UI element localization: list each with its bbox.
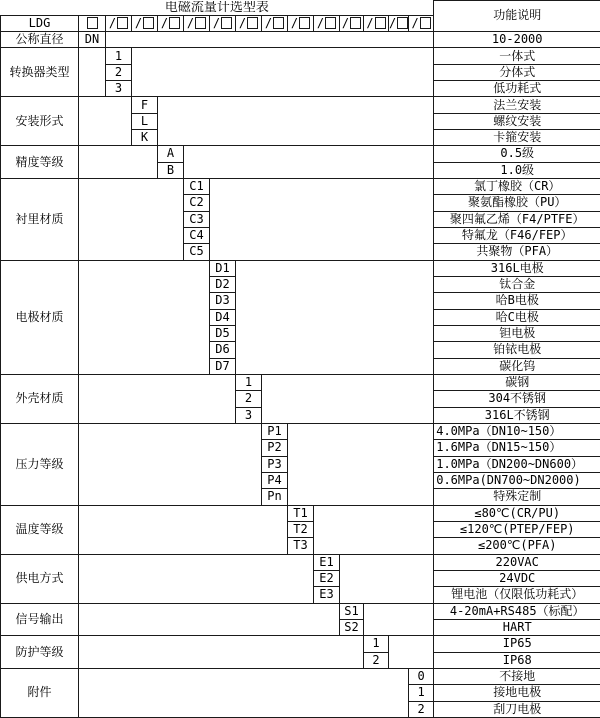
function-value: 碳化钨 xyxy=(434,358,600,374)
code-cell: D7 xyxy=(210,358,236,374)
code-cell: 2 xyxy=(236,391,262,407)
group-label: 安装形式 xyxy=(1,97,79,146)
group-label: 供电方式 xyxy=(1,554,79,603)
spacer-cell xyxy=(79,146,158,179)
code-cell: P1 xyxy=(262,424,288,440)
spacer-cell xyxy=(79,424,262,506)
model-code-slot: / xyxy=(288,15,314,31)
spacer-cell xyxy=(314,505,434,554)
spacer-cell xyxy=(79,97,132,146)
function-value: 316L电极 xyxy=(434,260,600,276)
function-value: ≤120℃(PTEP/FEP) xyxy=(434,521,600,537)
code-cell: D2 xyxy=(210,277,236,293)
code-cell: 3 xyxy=(106,81,132,97)
code-cell: S1 xyxy=(340,603,364,619)
function-value: 不接地 xyxy=(434,668,600,684)
code-cell: D3 xyxy=(210,293,236,309)
code-cell: B xyxy=(158,162,184,178)
code-cell: K xyxy=(132,130,158,146)
function-value: IP68 xyxy=(434,652,600,668)
code-cell: 0 xyxy=(409,668,434,684)
group-label: 温度等级 xyxy=(1,505,79,554)
model-code-slot: / xyxy=(262,15,288,31)
function-value: 聚氨酯橡胶（PU） xyxy=(434,195,600,211)
code-cell: 2 xyxy=(106,64,132,80)
function-value: 氯丁橡胶（CR） xyxy=(434,179,600,195)
model-code-slot: / xyxy=(314,15,340,31)
spacer-cell xyxy=(158,97,434,146)
checkbox-icon xyxy=(247,17,258,29)
function-column-header: 功能说明 xyxy=(434,1,600,32)
function-value: IP65 xyxy=(434,636,600,652)
model-code-slot: / xyxy=(132,15,158,31)
spacer-cell xyxy=(79,48,106,97)
spacer-cell xyxy=(210,179,434,261)
spacer-cell xyxy=(106,32,434,48)
model-code-slot: / xyxy=(340,15,364,31)
model-code-slot: / xyxy=(236,15,262,31)
group-label: 衬里材质 xyxy=(1,179,79,261)
code-cell: S2 xyxy=(340,619,364,635)
group-label-diameter: 公称直径 xyxy=(1,32,79,48)
function-value: 碳钢 xyxy=(434,375,600,391)
brand-cell: LDG xyxy=(1,15,79,31)
spacer-cell xyxy=(79,668,409,717)
code-cell: E3 xyxy=(314,587,340,603)
code-cell: D1 xyxy=(210,260,236,276)
spacer-cell xyxy=(340,554,434,603)
spacer-cell xyxy=(79,603,340,636)
group-label: 压力等级 xyxy=(1,424,79,506)
function-value: 哈B电极 xyxy=(434,293,600,309)
function-value: 24VDC xyxy=(434,570,600,586)
function-value: 4.0MPa（DN10~150） xyxy=(434,424,600,440)
code-cell: P3 xyxy=(262,456,288,472)
checkbox-icon xyxy=(169,17,180,29)
checkbox-icon xyxy=(117,17,128,29)
code-cell: C5 xyxy=(184,244,210,260)
function-value: 共聚物（PFA） xyxy=(434,244,600,260)
code-cell: A xyxy=(158,146,184,162)
function-value: 锂电池（仅限低功耗式） xyxy=(434,587,600,603)
function-value: 法兰安装 xyxy=(434,97,600,113)
function-value: 1.0MPa（DN200~DN600） xyxy=(434,456,600,472)
group-label: 信号输出 xyxy=(1,603,79,636)
model-code-slot: / xyxy=(106,15,132,31)
checkbox-icon xyxy=(299,17,310,29)
spacer-cell xyxy=(79,636,364,669)
checkbox-icon xyxy=(195,17,206,29)
function-value: 10-2000 xyxy=(434,32,600,48)
function-value: 316L不锈钢 xyxy=(434,407,600,423)
spacer-cell xyxy=(262,375,434,424)
function-value: 1.6MPa（DN15~150） xyxy=(434,440,600,456)
code-cell: E2 xyxy=(314,570,340,586)
code-cell: C3 xyxy=(184,211,210,227)
code-cell: 2 xyxy=(409,701,434,717)
code-cell: E1 xyxy=(314,554,340,570)
model-code-slot: / xyxy=(364,15,389,31)
code-cell: D4 xyxy=(210,309,236,325)
code-cell: 1 xyxy=(409,685,434,701)
checkbox-icon xyxy=(350,17,361,29)
code-cell: 1 xyxy=(364,636,389,652)
checkbox-icon xyxy=(143,17,154,29)
function-value: HART xyxy=(434,619,600,635)
function-value: 1.0级 xyxy=(434,162,600,178)
table-title: 电磁流量计选型表 xyxy=(164,0,269,15)
code-cell: 3 xyxy=(236,407,262,423)
function-value: 分体式 xyxy=(434,64,600,80)
function-value: 304不锈钢 xyxy=(434,391,600,407)
code-cell: P4 xyxy=(262,472,288,488)
checkbox-icon xyxy=(420,17,431,29)
model-code-slot xyxy=(79,15,106,31)
model-code-slot: / xyxy=(389,15,409,31)
spacer-cell xyxy=(364,603,434,636)
checkbox-icon xyxy=(397,17,408,29)
function-value: 钽电极 xyxy=(434,326,600,342)
checkbox-icon xyxy=(221,17,232,29)
group-label: 防护等级 xyxy=(1,636,79,669)
model-code-slot: / xyxy=(210,15,236,31)
function-value: 特氟龙（F46/FEP） xyxy=(434,228,600,244)
spacer-cell xyxy=(184,146,434,179)
function-value: 接地电极 xyxy=(434,685,600,701)
spacer-cell xyxy=(236,260,434,374)
code-cell: 2 xyxy=(364,652,389,668)
code-cell: C2 xyxy=(184,195,210,211)
code-cell: D5 xyxy=(210,326,236,342)
code-cell: C4 xyxy=(184,228,210,244)
code-cell: D6 xyxy=(210,342,236,358)
checkbox-icon xyxy=(375,17,386,29)
code-cell: T3 xyxy=(288,538,314,554)
spacer-cell xyxy=(79,260,210,374)
code-cell: DN xyxy=(79,32,106,48)
function-value: ≤80℃(CR/PU) xyxy=(434,505,600,521)
model-code-slot: / xyxy=(409,15,434,31)
group-label: 转换器类型 xyxy=(1,48,79,97)
function-value: 钛合金 xyxy=(434,277,600,293)
function-value: 哈C电极 xyxy=(434,309,600,325)
code-cell: C1 xyxy=(184,179,210,195)
code-cell: 1 xyxy=(106,48,132,64)
function-value: 刮刀电极 xyxy=(434,701,600,717)
function-value: 螺纹安装 xyxy=(434,113,600,129)
function-value: 低功耗式 xyxy=(434,81,600,97)
checkbox-icon xyxy=(325,17,336,29)
code-cell: Pn xyxy=(262,489,288,505)
code-cell: T1 xyxy=(288,505,314,521)
spacer-cell xyxy=(79,179,184,261)
code-cell: T2 xyxy=(288,521,314,537)
spacer-cell xyxy=(79,505,288,554)
function-value: 卡箍安装 xyxy=(434,130,600,146)
code-cell: L xyxy=(132,113,158,129)
spacer-cell xyxy=(132,48,434,97)
spacer-cell xyxy=(389,636,434,669)
code-cell: P2 xyxy=(262,440,288,456)
spacer-cell xyxy=(79,554,314,603)
group-label: 电极材质 xyxy=(1,260,79,374)
function-value: 聚四氟乙烯（F4/PTFE） xyxy=(434,211,600,227)
model-code-slot: / xyxy=(184,15,210,31)
code-cell: F xyxy=(132,97,158,113)
function-value: 0.5级 xyxy=(434,146,600,162)
checkbox-icon xyxy=(273,17,284,29)
function-value: 220VAC xyxy=(434,554,600,570)
function-value: 特殊定制 xyxy=(434,489,600,505)
function-value: 一体式 xyxy=(434,48,600,64)
code-cell: 1 xyxy=(236,375,262,391)
checkbox-icon xyxy=(87,17,98,29)
function-value: 0.6MPa(DN700~DN2000) xyxy=(434,472,600,488)
function-value: 铂铱电极 xyxy=(434,342,600,358)
model-code-slot: / xyxy=(158,15,184,31)
group-label: 精度等级 xyxy=(1,146,79,179)
group-label: 外壳材质 xyxy=(1,375,79,424)
function-value: ≤200℃(PFA) xyxy=(434,538,600,554)
function-value: 4-20mA+RS485（标配） xyxy=(434,603,600,619)
spacer-cell xyxy=(288,424,434,506)
group-label: 附件 xyxy=(1,668,79,717)
spacer-cell xyxy=(79,375,236,424)
